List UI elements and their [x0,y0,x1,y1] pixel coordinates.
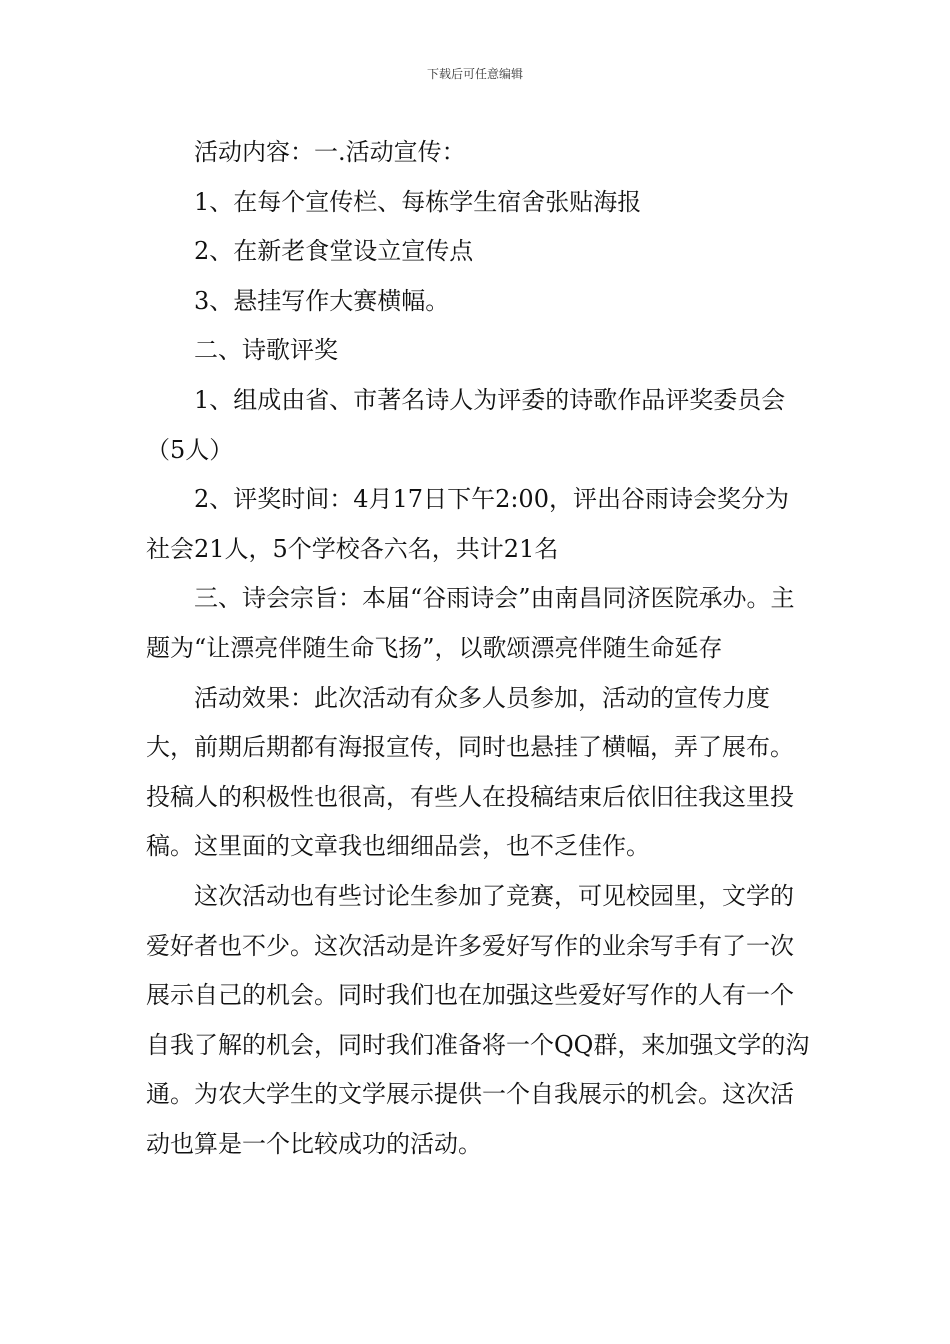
paragraph-promo-item-2: 2、在新老食堂设立宣传点 [194,237,474,266]
document-body [146,128,812,1169]
header-note: 下载后可任意编辑 [426,67,523,81]
paragraph-activity-effect: 活动效果：此次活动有众多人员参加，活动的宣传力度大，前期后期都有海报宣传，同时也悬挂了横幅，弄了展布。投稿人的积极性也很高，有些人在投稿结束后依旧往我这里投稿。这里面的文章我也细细品尝，也不乏佳作。 [146,683,794,861]
paragraph-purpose: 三、诗会宗旨：本届“谷雨诗会”由南昌同济医院承办。主题为“让漂亮伴随生命飞扬”，以歌颂漂亮伴随生命延存 [146,584,795,662]
paragraph-award-item-1: 1、组成由省、市著名诗人为评委的诗歌作品评奖委员会（5人） [146,385,786,464]
paragraph-award-item-2: 2、评奖时间：4月17日下午2:00，评出谷雨诗会奖分为社会21人，5个学校各六名，共计21名 [146,485,789,563]
paragraph-activity-content: 活动内容：一.活动宣传： [194,138,466,166]
paragraph-poetry-award-heading: 二、诗歌评奖 [194,336,338,365]
paragraph-promo-item-1: 1、在每个宣传栏、每栋学生宿舍张贴海报 [194,187,642,216]
paragraph-summary: 这次活动也有些讨论生参加了竞赛，可见校园里，文学的爱好者也不少。这次活动是许多爱好写作的业余写手有了一次展示自己的机会。同时我们也在加强这些爱好写作的人有一个自我了解的机会，同时我们准备将一个QQ群，来加强文学的沟通。为农大学生的文学展示提供一个自我展示的机会。这次活动也算是一个比较成功的活动。 [146,881,810,1158]
paragraph-promo-item-3: 3、悬挂写作大赛横幅。 [194,286,450,315]
